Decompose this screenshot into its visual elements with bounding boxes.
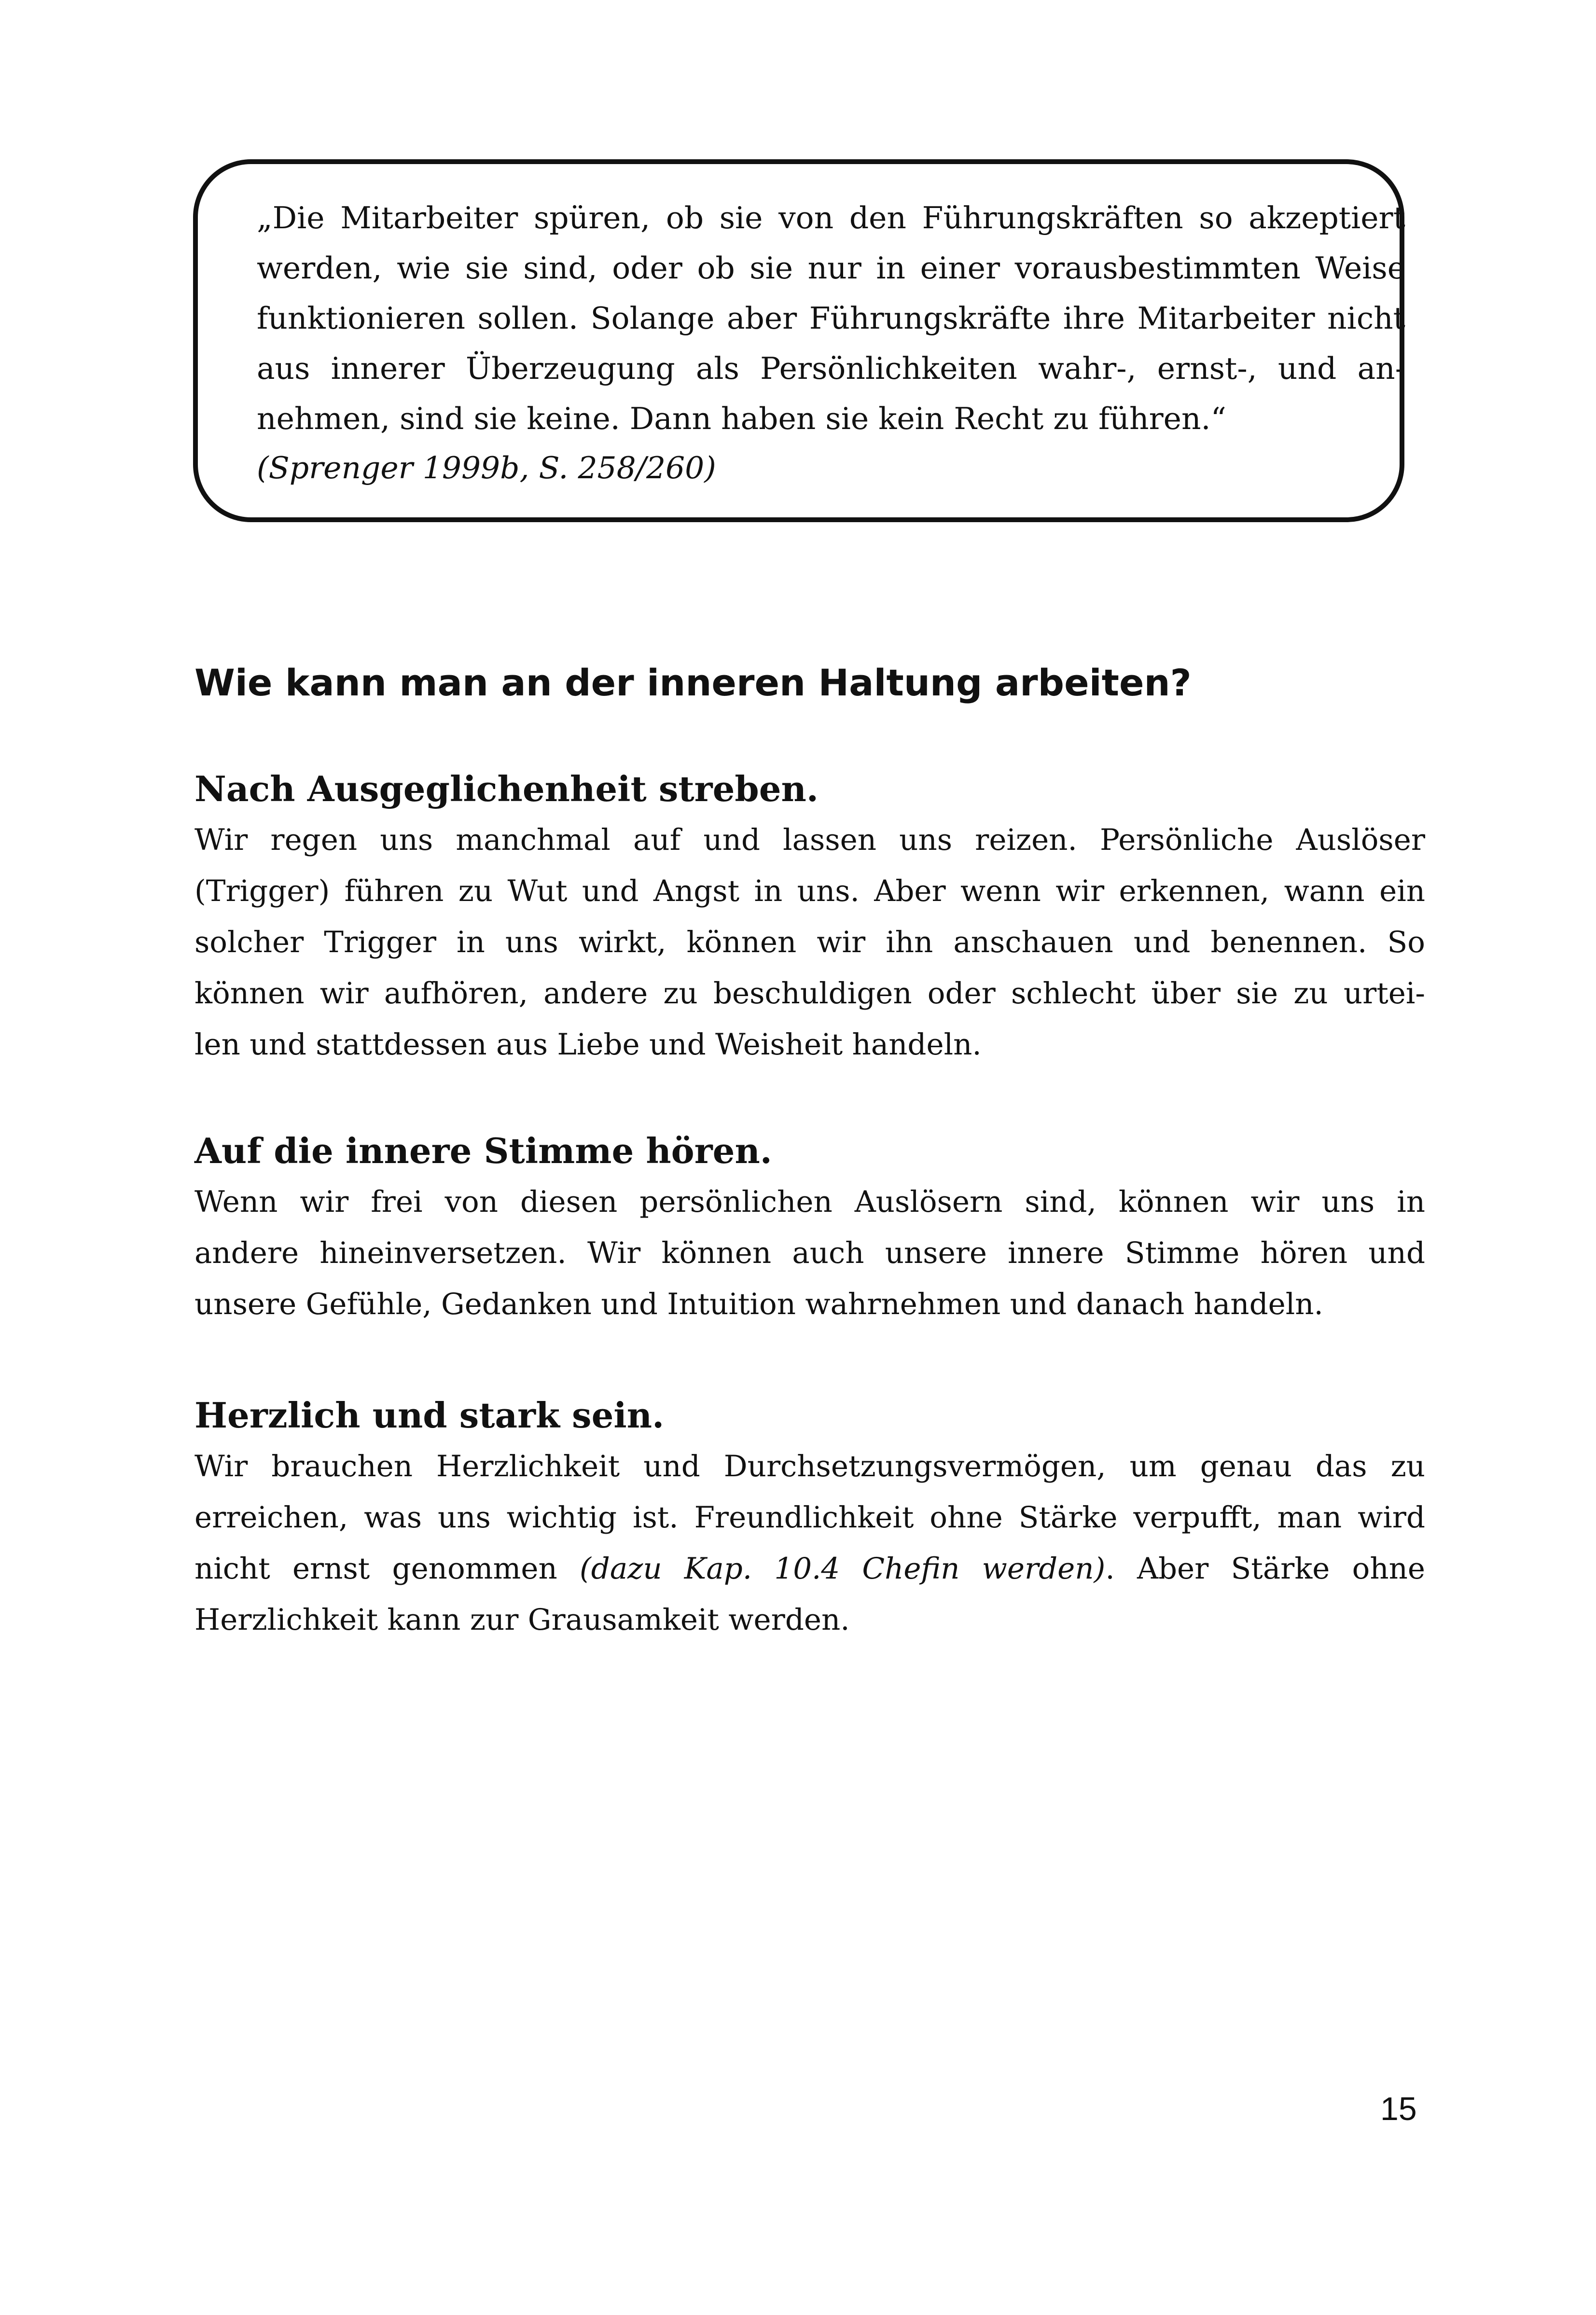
body-line-with-reference [194, 1543, 1425, 1594]
section-body-ausgeglichenheit [194, 815, 1425, 1070]
section-heading-innere-stimme: Auf die innere Stimme hören. [194, 1130, 772, 1171]
section-heading-herzlich-stark: Herzlich und stark sein. [194, 1395, 665, 1436]
page-number: 15 [1380, 2091, 1417, 2127]
body-line: unsere Gefühle, Gedanken und Intuition wahrnehmen und danach handeln. [194, 1287, 1323, 1321]
chapter-reference: (dazu Kap. 10.4 Chefin werden) [579, 1552, 1106, 1586]
quote-line: nehmen, sind sie keine. Dann haben sie kein Recht zu führen.“ [257, 401, 1226, 436]
section-heading-ausgeglichenheit: Nach Ausgeglichenheit streben. [194, 768, 819, 809]
section-body-innere-stimme [194, 1177, 1425, 1330]
quote-line: funktionieren sollen. Solange aber Führungskräfte ihre Mitarbeiter nicht [257, 301, 1405, 336]
quote-line: „Die Mitarbeiter spüren, ob sie von den Führungskräften so akzeptiert [257, 200, 1405, 236]
body-line: (Trigger) führen zu Wut und Angst in uns. Aber wenn wir erkennen, wann ein [194, 874, 1425, 908]
quote-line: aus innerer Überzeugung als Persönlichkeiten wahr-, ernst-, und an- [257, 351, 1405, 386]
body-line: Herzlichkeit kann zur Grausamkeit werden. [194, 1603, 850, 1637]
main-heading: Wie kann man an der inneren Haltung arbeiten? [194, 661, 1192, 704]
body-line: len und stattdessen aus Liebe und Weisheit handeln. [194, 1027, 982, 1062]
quote-line: werden, wie sie sind, oder ob sie nur in einer vorausbestimmten Weise [257, 250, 1405, 286]
body-text-segment: . Aber Stärke ohne [1105, 1552, 1426, 1586]
body-line: andere hineinversetzen. Wir können auch unsere innere Stimme hören und [194, 1236, 1425, 1270]
body-line: können wir aufhören, andere zu beschuldigen oder schlecht über sie zu urtei- [194, 976, 1425, 1011]
quote-source: (Sprenger 1999b, S. 258/260) [257, 450, 716, 485]
body-text-segment: nicht ernst genommen [194, 1552, 580, 1586]
body-line: erreichen, was uns wichtig ist. Freundlichkeit ohne Stärke verpufft, man wird [194, 1500, 1425, 1535]
body-line: Wir regen uns manchmal auf und lassen uns reizen. Persönliche Auslöser [194, 823, 1425, 857]
quote-box [193, 159, 1404, 522]
body-line: Wir brauchen Herzlichkeit und Durchsetzungsvermögen, um genau das zu [194, 1449, 1425, 1483]
section-body-herzlich-stark [194, 1441, 1425, 1646]
body-line: solcher Trigger in uns wirkt, können wir ihn anschauen und benennen. So [194, 925, 1425, 959]
quote-text [257, 193, 1405, 444]
body-line: Wenn wir frei von diesen persönlichen Auslösern sind, können wir uns in [194, 1185, 1425, 1219]
